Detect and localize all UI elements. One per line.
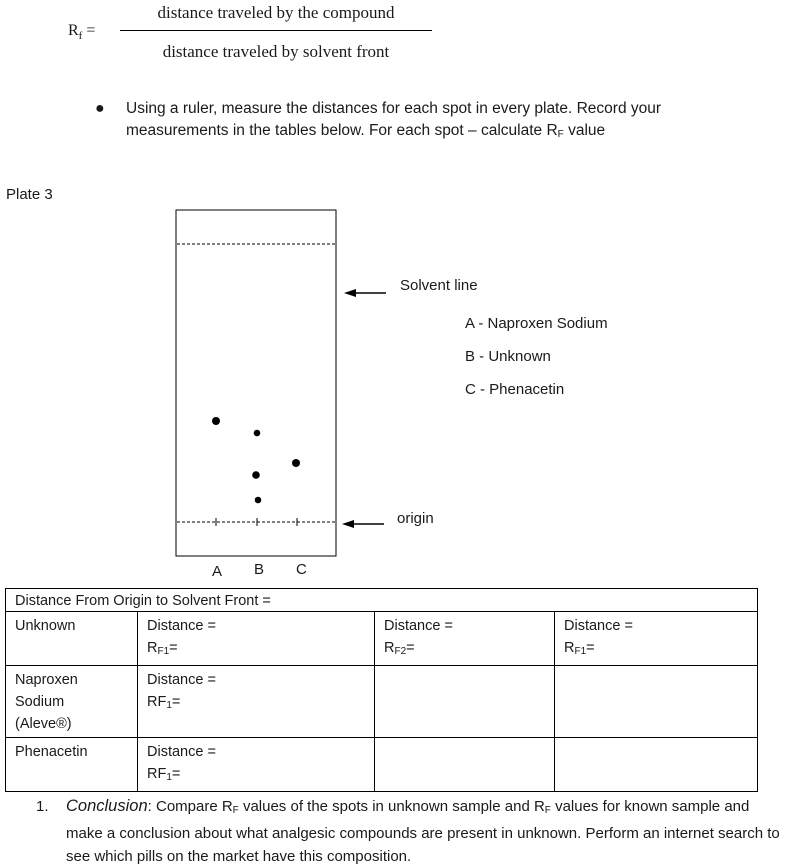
conclusion-item [36, 795, 781, 868]
conclusion-text: Conclusion: Compare RF values of the spots in unknown sample and RF values for known sample and make a conclusion about what analgesic compounds are present in unknown. Perform an internet search to see which pills on the market have this composition. [66, 797, 780, 865]
table-header-row [6, 589, 758, 612]
data-cell[interactable]: Distance = RF1= [138, 612, 375, 666]
empty-cell[interactable] [375, 666, 555, 738]
formula-denominator: distance traveled by solvent front [162, 42, 390, 61]
data-cell[interactable]: Distance = RF1= [555, 612, 758, 666]
legend-item: C - Phenacetin [465, 381, 565, 398]
list-number: 1. [36, 798, 49, 815]
lane-label: C [296, 561, 307, 578]
lane-label: B [254, 561, 265, 578]
spot-a [212, 417, 220, 425]
header-cell: Distance From Origin to Solvent Front = [6, 589, 758, 612]
table-row [6, 666, 758, 738]
spot-b-2 [252, 471, 260, 479]
conclusion-heading: Conclusion [66, 797, 148, 815]
formula-numerator: distance traveled by the compound [157, 3, 395, 22]
row-label: Naproxen Sodium (Aleve®) [6, 666, 138, 738]
bullet-icon: ● [95, 100, 105, 117]
data-cell[interactable]: Distance = RF1= [138, 738, 375, 792]
lane-label: A [212, 563, 223, 580]
row-label: Unknown [6, 612, 138, 666]
origin-label: origin [397, 510, 434, 527]
solvent-line-label: Solvent line [400, 277, 478, 294]
rf-symbol: $R_f$ = [68, 22, 96, 43]
empty-cell[interactable] [555, 666, 758, 738]
spot-b-1 [254, 430, 261, 437]
results-table [5, 588, 758, 792]
spot-c [292, 459, 300, 467]
solvent-arrow-head [344, 289, 356, 297]
origin-arrow-head [342, 520, 354, 528]
spot-b-3 [255, 497, 262, 504]
row-label: Phenacetin [6, 738, 138, 792]
table-row [6, 612, 758, 666]
empty-cell[interactable] [375, 738, 555, 792]
table-row [6, 738, 758, 792]
legend-item: B - Unknown [465, 348, 551, 365]
legend-item: A - Naproxen Sodium [465, 315, 608, 332]
data-cell[interactable]: Distance = RF1= [138, 666, 375, 738]
data-cell[interactable]: Distance = RF2= [375, 612, 555, 666]
tlc-plate [176, 210, 336, 556]
instruction-text: Using a ruler, measure the distances for each spot in every plate. Record your measurements in the tables below. For each spot – calculate RF value [126, 100, 662, 140]
empty-cell[interactable] [555, 738, 758, 792]
plate-label: Plate 3 [6, 186, 53, 203]
